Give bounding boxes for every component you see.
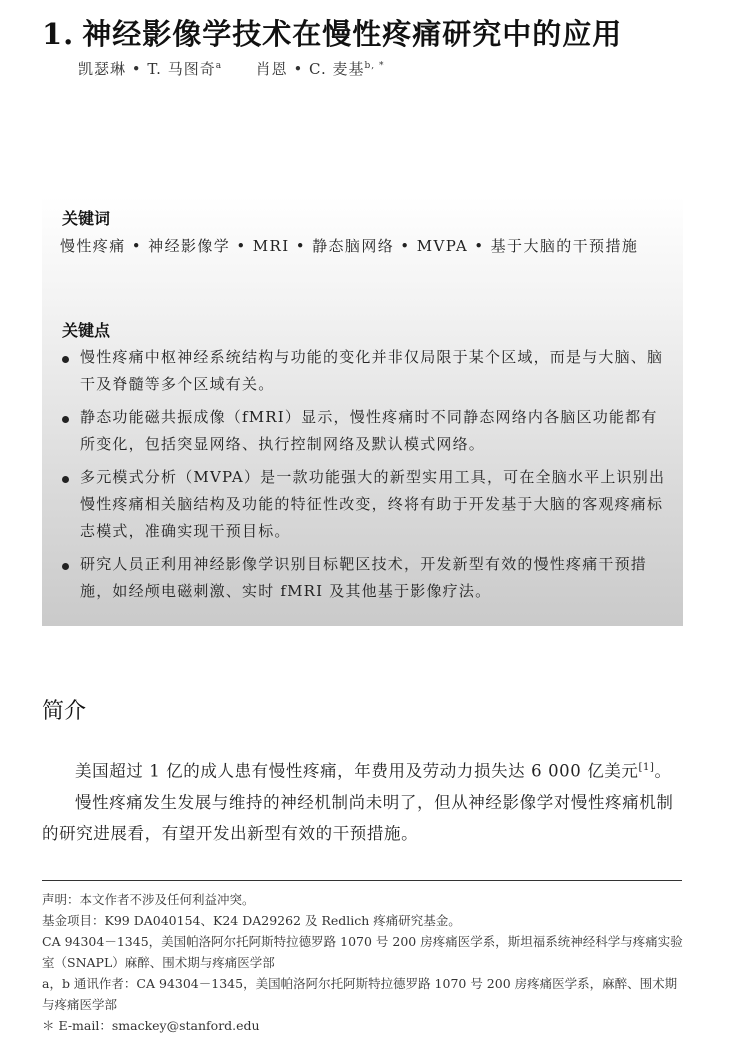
chapter-title-text: 神经影像学技术在慢性疼痛研究中的应用 (82, 17, 623, 51)
citation-ref: [1] (638, 762, 655, 773)
footnotes (42, 889, 684, 1036)
section-title-intro: 简介 (42, 699, 87, 724)
key-point: 研究人员正利用神经影像学识别目标靶区技术，开发新型有效的慢性疼痛干预措施，如经颅电磁刺激、实时 fMRI 及其他基于影像疗法。 (60, 551, 672, 605)
author-affiliation-mark: b, * (364, 61, 385, 71)
keywords-keypoints-box (42, 196, 683, 626)
key-point: 静态功能磁共振成像（fMRI）显示，慢性疼痛时不同静态网络内各脑区功能都有所变化，包括突显网络、执行控制网络及默认模式网络。 (60, 404, 672, 458)
key-points-heading: 关键点 (62, 321, 111, 340)
footnote-email: ＊ E-mail：smackey@stanford.edu (42, 1018, 260, 1033)
author-name: 凯瑟琳 • T. 马图奇 (78, 60, 216, 78)
chapter-number: 1. (42, 17, 75, 51)
intro-body (42, 752, 684, 849)
key-point: 慢性疼痛中枢神经系统结构与功能的变化并非仅局限于某个区域，而是与大脑、脑干及脊髓等多个区域有关。 (60, 344, 672, 398)
keywords-heading: 关键词 (62, 209, 111, 228)
chapter-title (42, 12, 622, 53)
bullet-icon (62, 476, 69, 483)
keywords-text: 慢性疼痛 • 神经影像学 • MRI • 静态脑网络 • MVPA • 基于大脑的干预措施 (60, 237, 639, 255)
footnote-disclosure: 声明：本文作者不涉及任何利益冲突。 (42, 892, 255, 907)
bullet-icon (62, 563, 69, 570)
key-point: 多元模式分析（MVPA）是一款功能强大的新型实用工具，可在全脑水平上识别出慢性疼痛相关脑结构及功能的特征性改变，终将有助于开发基于大脑的客观疼痛标志模式，准确实现干预目标。 (60, 464, 672, 545)
author-line (78, 58, 385, 79)
footnote-divider (42, 880, 682, 881)
bullet-icon (62, 356, 69, 363)
key-points-list (60, 344, 672, 611)
author-affiliation-mark: a (215, 61, 223, 71)
footnote-correspondence: a，b 通讯作者：CA 94304－1345，美国帕洛阿尔托阿斯特拉德罗路 1070 号 200 房疼痛医学系，麻醉、围术期与疼痛医学部 (42, 976, 678, 1012)
intro-paragraph: 美国超过 1 亿的成人患有慢性疼痛，年费用及劳动力损失达 6 000 亿美元[1]。 (75, 761, 672, 781)
footnote-funding: 基金项目：K99 DA040154、K24 DA29262 及 Redlich 疼痛研究基金。 (42, 913, 461, 928)
footnote-affiliation: CA 94304－1345，美国帕洛阿尔托阿斯特拉德罗路 1070 号 200 房疼痛医学系，斯坦福系统神经科学与疼痛实验室（SNAPL）麻醉、围术期与疼痛医学部 (42, 934, 683, 970)
author-name: 肖恩 • C. 麦基 (255, 60, 365, 78)
intro-paragraph: 慢性疼痛发生发展与维持的神经机制尚未明了，但从神经影像学对慢性疼痛机制的研究进展看，有望开发出新型有效的干预措施。 (42, 792, 674, 843)
bullet-icon (62, 416, 69, 423)
